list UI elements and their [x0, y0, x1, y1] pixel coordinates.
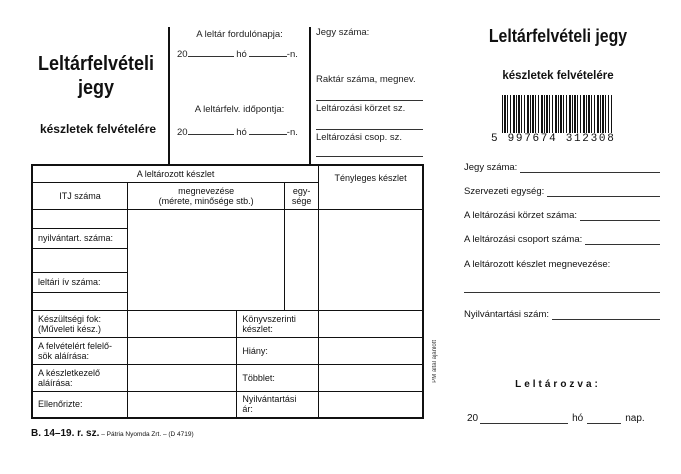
barcode-number: 5 997674 312308	[491, 133, 616, 145]
month-label: hó	[236, 127, 247, 138]
month-label: hó	[236, 49, 247, 60]
unit-cell[interactable]	[285, 209, 319, 310]
actual-stock-cell[interactable]	[319, 209, 423, 310]
divider	[168, 27, 170, 164]
day-suffix: -n.	[286, 127, 298, 138]
actual-stock-header: Tényleges készlet	[319, 165, 423, 209]
sheet-number-cell[interactable]	[32, 292, 128, 310]
field-label: Jegy száma:	[464, 162, 518, 173]
group-header: A leltározott készlet	[32, 165, 319, 182]
form-subtitle: készletek felvételére	[39, 122, 157, 136]
unit-header: egy- sége	[285, 182, 319, 209]
shortage-label: Hiány:	[237, 337, 319, 364]
warehouse-field[interactable]	[316, 100, 423, 101]
record-number-label: nyilvántart. száma:	[32, 228, 128, 248]
stock-name-label	[464, 259, 660, 270]
inventoried-date-field[interactable]	[467, 413, 645, 424]
record-number-field[interactable]	[464, 309, 660, 320]
checked-by-label: Ellenőrizte:	[32, 391, 128, 418]
turn-date-field[interactable]	[177, 48, 307, 60]
record-price-label: Nyilvántartási ár:	[237, 391, 319, 418]
printer-text: – Pátria Nyomda Zrt. – (D 4719)	[99, 431, 194, 438]
field-label: Nyilvántartási szám:	[464, 309, 549, 320]
surplus-label: Többlet:	[237, 364, 319, 391]
field-label: A leltározási csoport száma:	[464, 234, 583, 245]
manager-signature-cell[interactable]	[128, 364, 237, 391]
district-field[interactable]	[316, 129, 423, 130]
form-code	[31, 428, 194, 439]
book-stock-label: Könyvszerinti készlet:	[237, 310, 319, 337]
vertical-note: PM által ajánlott	[432, 340, 438, 383]
inventory-table	[31, 164, 424, 419]
divider	[309, 27, 311, 164]
field-label: A leltározott készlet megnevezése:	[464, 259, 611, 270]
record-price-cell[interactable]	[319, 391, 423, 418]
sheet-number-label: leltári ív száma:	[32, 272, 128, 292]
surplus-cell[interactable]	[319, 364, 423, 391]
year-prefix: 20	[177, 127, 188, 138]
shortage-cell[interactable]	[319, 337, 423, 364]
ticket-number-label: Jegy száma:	[316, 27, 370, 38]
month-label: hó	[572, 413, 584, 424]
book-stock-cell[interactable]	[319, 310, 423, 337]
record-date-label: A leltárfelv. időpontja:	[194, 104, 285, 115]
itj-cell[interactable]	[32, 209, 128, 228]
group-field[interactable]	[316, 156, 423, 157]
record-number-cell[interactable]	[32, 248, 128, 272]
form-code-text: B. 14–19. r. sz.	[31, 428, 100, 439]
year-prefix: 20	[467, 413, 479, 424]
field-label: A leltározási körzet száma:	[464, 210, 577, 221]
inventoried-label: Leltározva:	[515, 379, 601, 390]
record-date-field[interactable]	[177, 126, 307, 138]
form-title	[37, 52, 156, 100]
district-number-field[interactable]	[464, 210, 660, 221]
stock-name-field[interactable]	[464, 292, 660, 293]
day-label: nap.	[625, 413, 645, 424]
form-title-line2: jegy	[77, 77, 115, 99]
warehouse-label: Raktár száma, megnev.	[316, 74, 416, 85]
form-title-line1: Leltárfelvételi	[37, 53, 155, 75]
receipt-title: Leltárfelvételi jegy	[488, 26, 628, 46]
manager-signature-label: A készletkezelő aláírása:	[32, 364, 128, 391]
completion-label: Készültségi fok: (Műveleti kész.)	[32, 310, 128, 337]
itj-header: ITJ száma	[32, 182, 128, 209]
day-suffix: -n.	[286, 49, 298, 60]
field-label: Szervezeti egység:	[464, 186, 545, 197]
receipt-subtitle: készletek felvételére	[502, 70, 614, 82]
district-label: Leltározási körzet sz.	[316, 103, 406, 114]
name-cell[interactable]	[128, 209, 285, 310]
ticket-number-field[interactable]	[464, 162, 660, 173]
year-prefix: 20	[177, 49, 188, 60]
turn-date-label: A leltár fordulónapja:	[196, 29, 283, 40]
responsible-signature-label: A felvételért felelő- sök aláírása:	[32, 337, 128, 364]
responsible-signature-cell[interactable]	[128, 337, 237, 364]
name-header: megnevezése (mérete, minősége stb.)	[128, 182, 285, 209]
group-label: Leltározási csop. sz.	[316, 132, 403, 143]
org-unit-field[interactable]	[464, 186, 660, 197]
completion-cell[interactable]	[128, 310, 237, 337]
checked-by-cell[interactable]	[128, 391, 237, 418]
group-number-field[interactable]	[464, 234, 660, 245]
